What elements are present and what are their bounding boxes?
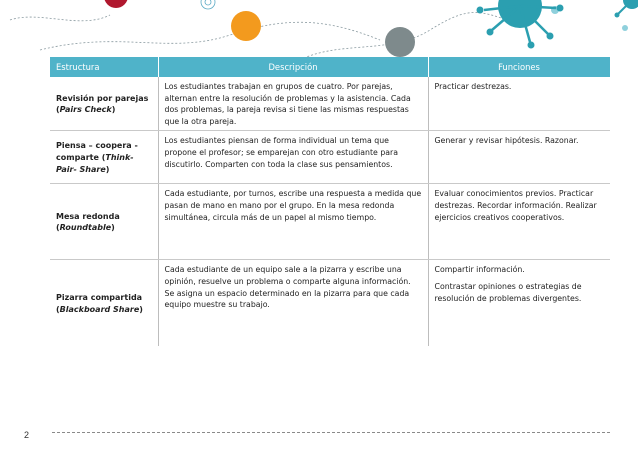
page-number: 2 [24, 430, 30, 440]
structure-name: Pizarra compartida [56, 293, 143, 303]
structure-alias: Blackboard Share [59, 304, 140, 314]
header-funciones: Funciones [428, 57, 610, 77]
function-item: Generar y revisar hipótesis. Razonar. [434, 136, 579, 146]
cooperative-structures-table [50, 57, 611, 346]
structure-alias: Think-Pair- Share [56, 153, 134, 174]
table-header-row [50, 57, 610, 77]
functions-cell [428, 260, 610, 346]
table-row [50, 131, 610, 184]
structure-cell: Revisión por parejas (Pairs Check) [50, 77, 158, 131]
header-estructura: Estructura [50, 57, 158, 77]
table-row [50, 184, 610, 260]
table-row [50, 260, 610, 346]
function-item: Practicar destrezas. [434, 82, 512, 91]
description-cell: Los estudiantes piensan de forma individual un tema que propone el profesor; se emparejan con otro estudiante para discutirlo. Comparten con toda la clase sus pensamientos. [158, 131, 428, 184]
functions-cell [428, 77, 610, 131]
dotted-curve [10, 15, 110, 21]
functions-cell [428, 184, 610, 260]
functions-cell [428, 131, 610, 184]
structure-name: Piensa – coopera - comparte [56, 141, 138, 163]
function-item: Compartir información. [434, 265, 525, 275]
teal-virus-shape-small [615, 0, 638, 18]
structure-name: Mesa redonda [56, 211, 120, 221]
footer-divider [52, 432, 610, 433]
header-descripcion: Descripción [158, 57, 428, 77]
function-item: Evaluar conocimientos previos. Practicar destrezas. Recordar información. Realizar ejercicios creativos cooperativos. [434, 189, 597, 222]
gear-doodle [201, 0, 215, 9]
function-item: Contrastar opiniones o estrategias de resolución de problemas divergentes. [434, 281, 582, 303]
light-blue-dot [622, 25, 628, 31]
orange-dot [231, 11, 261, 41]
structure-cell: Pizarra compartida (Blackboard Share) [50, 260, 158, 346]
decorative-header-graphic [0, 0, 638, 62]
structure-alias: Roundtable [59, 223, 112, 233]
teal-virus-shape [477, 0, 564, 49]
dotted-curve [40, 22, 380, 50]
gray-dot [385, 27, 415, 57]
structure-alias: Pairs Check [59, 105, 112, 115]
structure-cell: Piensa – coopera - comparte (Think-Pair- Share) [50, 131, 158, 184]
table-row [50, 77, 610, 131]
structure-cell: Mesa redonda (Roundtable) [50, 184, 158, 260]
description-cell: Los estudiantes trabajan en grupos de cuatro. Por parejas, alternan entre la resolución de problemas y la asistencia. Cada dos problemas, la pareja revisa si tiene las mismas respuestas que la otra pareja. [158, 77, 428, 131]
structure-name: Revisión por parejas [56, 93, 149, 103]
description-cell: Cada estudiante de un equipo sale a la pizarra y escribe una opinión, resuelve un problema o comparte alguna información. Se asigna un espacio determinado en la pizarra para que cada equipo muestre su trabajo. [158, 260, 428, 346]
description-cell: Cada estudiante, por turnos, escribe una respuesta a medida que pasan de mano en mano por el grupo. En la mesa redonda simultánea, circula más de un papel al mismo tiempo. [158, 184, 428, 260]
red-dot [104, 0, 128, 8]
